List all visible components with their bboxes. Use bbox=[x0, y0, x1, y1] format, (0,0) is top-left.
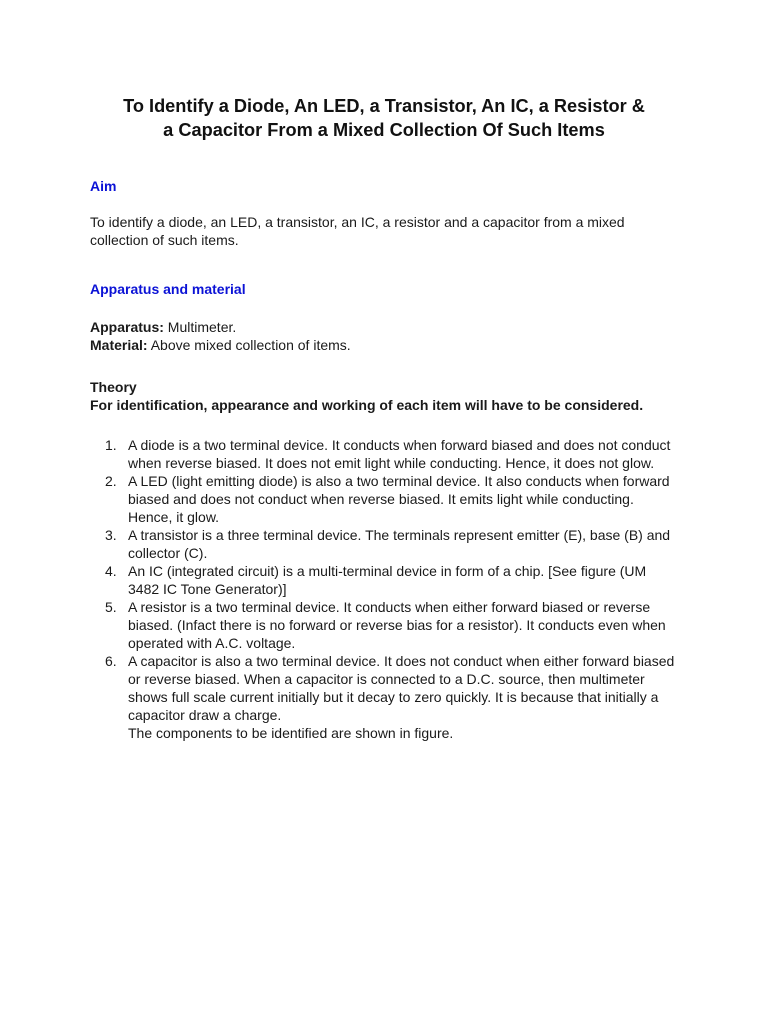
list-number: 3. bbox=[105, 527, 117, 543]
list-number: 4. bbox=[105, 563, 117, 579]
material-label: Material: bbox=[90, 337, 148, 353]
apparatus-label: Apparatus: bbox=[90, 319, 164, 335]
theory-subheading: For identification, appearance and working of each item will have to be considered. bbox=[90, 397, 644, 413]
list-text: A diode is a two terminal device. It conducts when forward biased and does not conduct when reverse biased. It does not emit light while conducting. Hence, it does not glow. bbox=[128, 437, 671, 471]
list-text: A LED (light emitting diode) is also a two terminal device. It also conducts when forward biased and does not conduct when reverse biased. It emits light while conducting. Hence, it glow. bbox=[128, 473, 670, 525]
title-line-1: To Identify a Diode, An LED, a Transistor, An IC, a Resistor & bbox=[123, 96, 645, 116]
apparatus-value: Multimeter. bbox=[163, 319, 237, 335]
apparatus-block bbox=[90, 318, 678, 354]
list-text: A resistor is a two terminal device. It conducts when either forward biased or reverse biased. (Infact there is no forward or reverse bias for a resistor). It conducts even when operated with A.C. voltage. bbox=[128, 599, 666, 651]
material-value: Above mixed collection of items. bbox=[147, 337, 351, 353]
list-item bbox=[90, 436, 678, 472]
list-number: 1. bbox=[105, 437, 117, 453]
list-number: 6. bbox=[105, 653, 117, 669]
list-number: 2. bbox=[105, 473, 117, 489]
list-text: An IC (integrated circuit) is a multi-terminal device in form of a chip. [See figure (UM 3482 IC Tone Generator)] bbox=[128, 563, 647, 597]
theory-list bbox=[90, 436, 678, 742]
list-item bbox=[90, 472, 678, 526]
list-text: A capacitor is also a two terminal device. It does not conduct when either forward biased or reverse biased. When a capacitor is connected to a D.C. source, then multimeter shows full scale current initially but it decay to zero quickly. It is because that initially a capacitor draw a charge. bbox=[128, 653, 675, 723]
aim-heading: Aim bbox=[90, 178, 117, 194]
theory-heading: Theory bbox=[90, 379, 137, 395]
list-text: A transistor is a three terminal device. The terminals represent emitter (E), base (B) and collector (C). bbox=[128, 527, 671, 561]
apparatus-line bbox=[90, 318, 678, 336]
aim-text: To identify a diode, an LED, a transistor, an IC, a resistor and a capacitor from a mixed collection of such items. bbox=[90, 214, 625, 248]
list-item bbox=[90, 526, 678, 562]
list-item bbox=[90, 562, 678, 598]
figure-note: The components to be identified are shown in figure. bbox=[128, 725, 454, 741]
apparatus-heading: Apparatus and material bbox=[90, 281, 246, 297]
list-item bbox=[90, 598, 678, 652]
list-item bbox=[90, 652, 678, 742]
page-title bbox=[90, 94, 678, 142]
material-line bbox=[90, 336, 678, 354]
list-number: 5. bbox=[105, 599, 117, 615]
title-line-2: a Capacitor From a Mixed Collection Of Such Items bbox=[163, 120, 605, 140]
theory-block bbox=[90, 378, 678, 414]
